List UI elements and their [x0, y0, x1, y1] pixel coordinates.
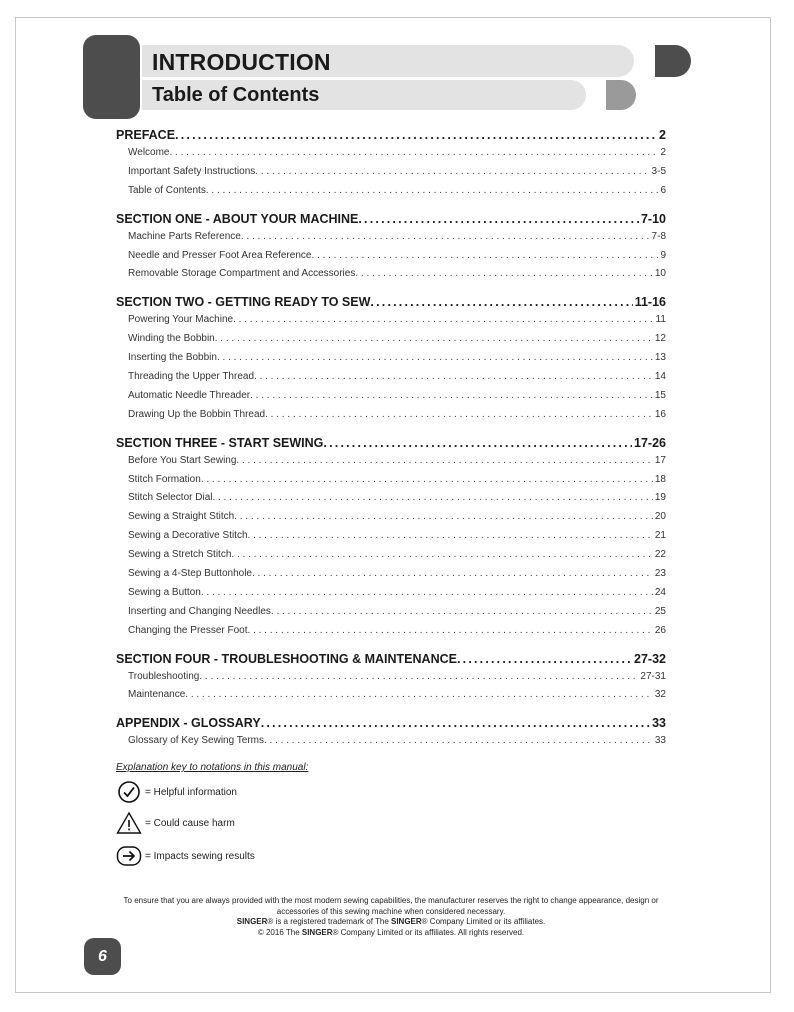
toc-section-page: 2: [659, 128, 666, 142]
title-bar-cap: [655, 45, 691, 77]
toc-item-row: [116, 735, 666, 754]
header-tab-block: [83, 35, 140, 119]
toc-item-row: [116, 166, 666, 185]
toc-item-label: Inserting and Changing Needles: [128, 605, 271, 617]
dot-leader: [248, 625, 653, 636]
toc-item-page: 10: [654, 268, 666, 280]
toc-item-label: Stitch Formation: [128, 473, 201, 485]
toc-item-label: Maintenance: [128, 689, 186, 701]
toc-item-label: Stitch Selector Dial: [128, 492, 213, 504]
dot-leader: [311, 250, 658, 261]
legend-text: = Could cause harm: [145, 817, 235, 829]
toc-item-page: 22: [654, 549, 666, 561]
dot-leader: [255, 166, 649, 177]
toc-item-row: [116, 625, 666, 644]
toc-item-label: Glossary of Key Sewing Terms: [128, 735, 264, 747]
dot-leader: [271, 606, 653, 617]
toc-item-row: [116, 147, 666, 166]
toc-item-label: Removable Storage Compartment and Accessories: [128, 268, 356, 280]
page-subtitle: Table of Contents: [152, 84, 320, 106]
toc-item-row: [116, 250, 666, 269]
toc-item-label: Troubleshooting: [128, 670, 200, 682]
dot-leader: [212, 492, 652, 503]
toc-item-page: 13: [654, 352, 666, 364]
toc-item-page: 32: [654, 689, 666, 701]
toc-item-label: Threading the Upper Thread: [128, 371, 255, 383]
legend-item: [116, 780, 237, 804]
toc-item-label: Needle and Presser Foot Area Reference: [128, 249, 312, 261]
toc-section-row: [116, 212, 666, 231]
toc-item-label: Sewing a Straight Stitch: [128, 511, 235, 523]
toc-item-row: [116, 455, 666, 474]
dot-leader: [170, 147, 659, 158]
toc-item-row: [116, 689, 666, 708]
toc-item-row: [116, 549, 666, 568]
footer-notice: [110, 896, 672, 938]
legend-text: = Helpful information: [145, 786, 237, 798]
toc-item-label: Automatic Needle Threader: [128, 389, 251, 401]
toc-item-row: [116, 390, 666, 409]
toc-item-label: Machine Parts Reference: [128, 230, 241, 242]
subtitle-bar-cap: [606, 80, 636, 110]
toc-section-row: [116, 436, 666, 455]
footer-line: To ensure that you are always provided with the most modern sewing capabilities, the manufacturer reserves the right to change appearance, design or accessories of this sewing machine when considered necessary.: [123, 896, 659, 916]
toc-item-label: Inserting the Bobbin: [128, 352, 217, 364]
toc-item-page: 19: [654, 492, 666, 504]
toc-section-page: 17-26: [634, 435, 666, 450]
toc-section-row: [116, 652, 666, 671]
toc-item-row: [116, 474, 666, 493]
dot-leader: [323, 436, 632, 450]
notation-legend: [116, 762, 309, 862]
toc-item-page: 3-5: [651, 165, 666, 177]
toc-item-label: Sewing a Stretch Stitch: [128, 549, 232, 561]
toc-item-label: Important Safety Instructions: [128, 165, 256, 177]
brand-name: SINGER: [391, 917, 422, 926]
toc-section-page: 7-10: [640, 211, 666, 226]
dot-leader: [264, 735, 653, 746]
toc-item-label: Welcome: [128, 147, 170, 158]
toc-item-label: Sewing a Decorative Stitch: [128, 530, 248, 542]
dot-leader: [252, 568, 653, 579]
dot-leader: [355, 268, 653, 279]
dot-leader: [254, 371, 653, 382]
toc-item-page: 23: [654, 568, 666, 580]
dot-leader: [236, 455, 652, 466]
page-number: 6: [84, 938, 121, 975]
toc-item-page: 25: [654, 605, 666, 617]
toc-section-row: [116, 716, 666, 735]
toc-item-label: Winding the Bobbin: [128, 333, 215, 345]
toc-item-row: [116, 587, 666, 606]
brand-name: SINGER: [301, 927, 333, 937]
toc-item-page: 15: [654, 389, 666, 401]
dot-leader: [234, 511, 653, 522]
toc-item-page: 26: [654, 624, 666, 636]
toc-item-page: 11: [655, 314, 666, 326]
toc-item-row: [116, 409, 666, 428]
toc-item-row: [116, 606, 666, 625]
toc-item-row: [116, 671, 666, 690]
dot-leader: [185, 689, 653, 700]
toc-item-page: 18: [654, 473, 666, 485]
toc-item-row: [116, 352, 666, 371]
page-title: INTRODUCTION: [152, 49, 331, 75]
dot-leader: [233, 314, 654, 325]
toc-section-title: APPENDIX - GLOSSARY: [116, 716, 261, 731]
toc-item-page: 20: [654, 511, 666, 523]
toc-item-page: 24: [654, 586, 666, 598]
table-of-contents: [116, 128, 666, 754]
toc-item-label: Changing the Presser Foot: [128, 624, 248, 636]
toc-item-row: [116, 314, 666, 333]
dot-leader: [201, 474, 653, 485]
toc-item-row: [116, 530, 666, 549]
legend-text: = Impacts sewing results: [145, 850, 255, 862]
footer-line: SINGER® is a registered trademark of The SINGER® Company Limited or its affiliates.: [236, 917, 546, 926]
toc-section-title: SECTION FOUR - TROUBLESHOOTING & MAINTENANCE: [116, 651, 457, 666]
toc-section-page: 27-32: [634, 651, 666, 666]
toc-item-row: [116, 371, 666, 390]
toc-item-label: Powering Your Machine: [128, 314, 234, 326]
toc-item-page: 14: [654, 371, 666, 383]
dot-leader: [215, 333, 653, 344]
arrow-right-icon: [116, 844, 142, 868]
toc-item-page: 16: [654, 408, 666, 420]
toc-section-page: 33: [652, 716, 666, 731]
toc-item-page: 33: [654, 735, 666, 747]
toc-section-title: SECTION ONE - ABOUT YOUR MACHINE: [116, 211, 359, 226]
toc-item-page: 12: [654, 333, 666, 345]
toc-item-page: 6: [660, 184, 666, 196]
toc-item-row: [116, 333, 666, 352]
toc-item-label: Drawing Up the Bobbin Thread: [128, 408, 266, 420]
toc-item-row: [116, 185, 666, 204]
dot-leader: [175, 128, 657, 142]
dot-leader: [358, 212, 639, 226]
brand-name: SINGER: [236, 917, 268, 926]
dot-leader: [241, 231, 650, 242]
toc-item-label: Sewing a Button: [128, 586, 201, 598]
dot-leader: [199, 671, 638, 682]
toc-item-page: 27-31: [640, 670, 666, 682]
dot-leader: [201, 587, 653, 598]
toc-section-row: [116, 128, 666, 147]
toc-item-label: Sewing a 4-Step Buttonhole: [128, 568, 252, 580]
toc-item-page: 17: [654, 454, 666, 466]
toc-item-row: [116, 492, 666, 511]
toc-section-title: SECTION TWO - GETTING READY TO SEW: [116, 295, 371, 310]
dot-leader: [217, 352, 653, 363]
toc-item-page: 21: [654, 530, 666, 542]
dot-leader: [231, 549, 652, 560]
toc-item-row: [116, 231, 666, 250]
dot-leader: [206, 185, 659, 196]
toc-item-row: [116, 511, 666, 530]
legend-item: [116, 811, 235, 835]
toc-item-page: 9: [660, 249, 666, 261]
toc-section-title: PREFACE: [116, 128, 176, 142]
legend-item: [116, 844, 255, 868]
footer-line: © 2016 The SINGER® Company Limited or its affiliates. All rights reserved.: [257, 927, 525, 937]
dot-leader: [370, 295, 632, 309]
dot-leader: [250, 390, 653, 401]
warning-triangle-icon: [116, 811, 142, 835]
toc-item-label: Before You Start Sewing: [128, 454, 237, 466]
dot-leader: [265, 409, 653, 420]
toc-item-row: [116, 268, 666, 287]
dot-leader: [261, 716, 650, 730]
toc-section-title: SECTION THREE - START SEWING: [116, 435, 324, 450]
toc-section-page: 11-16: [634, 295, 666, 310]
toc-item-page: 2: [660, 147, 666, 158]
legend-title: Explanation key to notations in this manual:: [116, 762, 309, 773]
toc-section-row: [116, 295, 666, 314]
dot-leader: [248, 530, 653, 541]
toc-item-label: Table of Contents: [128, 184, 206, 196]
dot-leader: [457, 652, 632, 666]
toc-item-row: [116, 568, 666, 587]
toc-item-page: 7-8: [651, 230, 666, 242]
checkmark-circle-icon: [116, 780, 142, 804]
